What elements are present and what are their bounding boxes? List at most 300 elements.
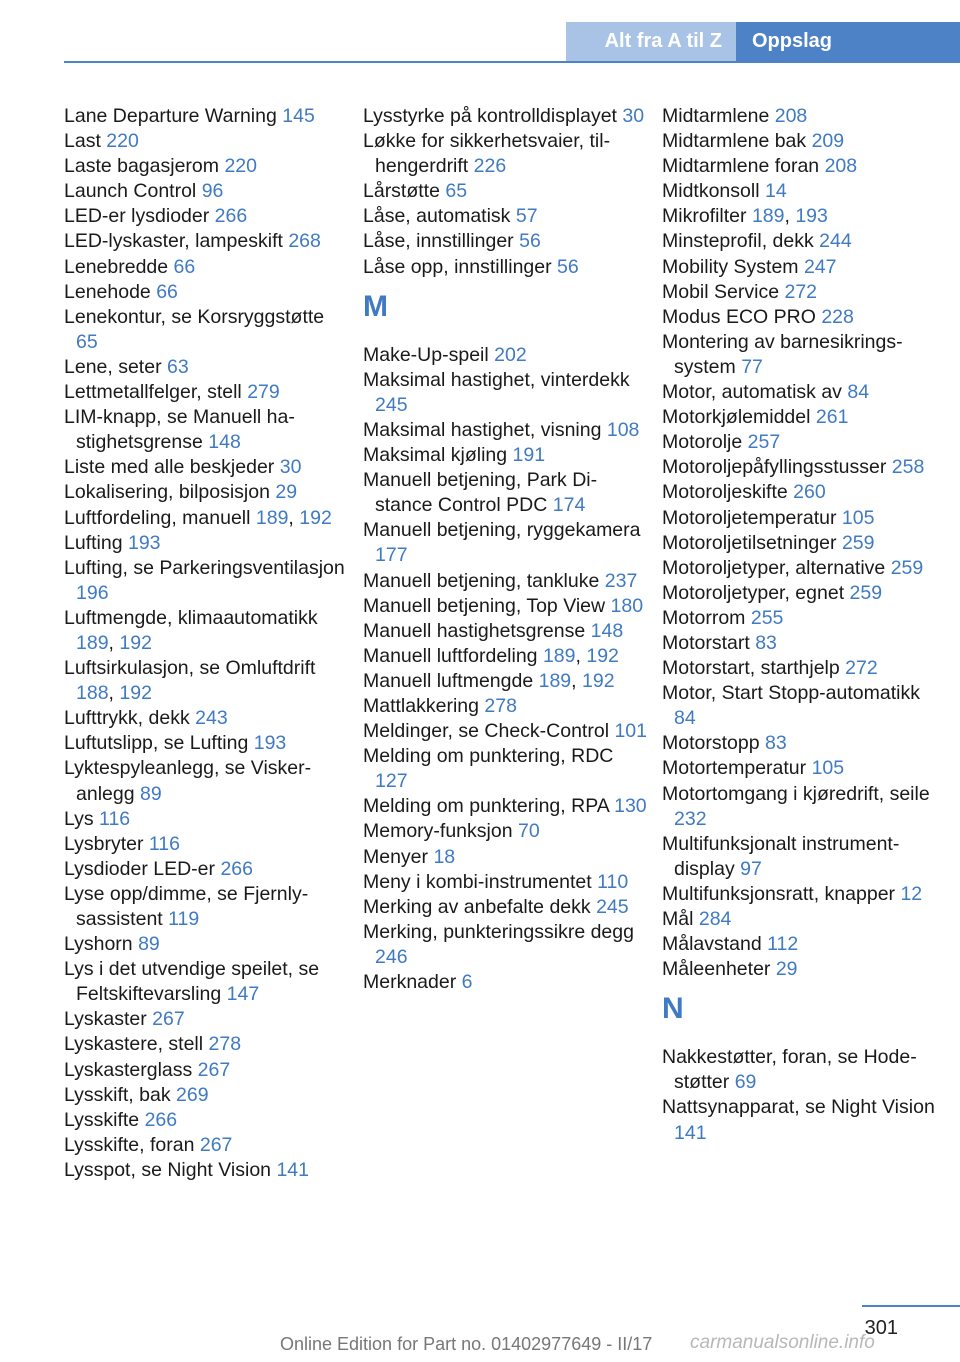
index-entry	[662, 631, 946, 656]
index-entry	[363, 920, 647, 970]
index-term: Lysdioder LED-er	[64, 857, 216, 880]
section-tab[interactable]: Alt fra A til Z	[566, 22, 736, 61]
index-entry	[363, 104, 647, 129]
page-link[interactable]: 192	[582, 669, 615, 692]
page-link[interactable]: 272	[784, 280, 818, 303]
index-term: LED-lyskaster, lampeskift	[64, 230, 283, 253]
page-link[interactable]: 29	[775, 958, 798, 981]
page-link[interactable]: 65	[445, 180, 468, 203]
page-link[interactable]: 259	[890, 556, 924, 579]
index-term: Lenekontur, se Korsryggstøtte	[64, 305, 325, 328]
index-term: Motorkjølemiddel	[662, 406, 811, 429]
index-term: Minsteprofil, dekk	[662, 230, 814, 253]
page-link[interactable]: 18	[433, 845, 456, 868]
index-entry	[662, 179, 946, 204]
index-term: Manuell betjening, tankluke	[363, 569, 600, 592]
index-term: Make-Up-speil	[363, 343, 489, 366]
index-term: LIM-knapp, se Manuell hastighetsgrense	[64, 406, 295, 454]
index-term: Mobility System	[662, 255, 799, 278]
index-entry	[64, 305, 348, 355]
index-entry	[662, 606, 946, 631]
index-entry	[363, 719, 647, 744]
page-link[interactable]: 267	[199, 1133, 233, 1156]
page-link[interactable]: 278	[484, 694, 517, 717]
page-link[interactable]: 57	[515, 205, 538, 228]
index-term: LED-er lysdioder	[64, 205, 210, 228]
page-link[interactable]: 193	[795, 205, 828, 228]
page-link[interactable]: 247	[803, 255, 837, 278]
page-link[interactable]: 232	[674, 807, 707, 830]
index-entry	[363, 129, 647, 179]
page-link[interactable]: 29	[275, 481, 298, 504]
index-entry	[64, 1032, 348, 1057]
index-entry	[662, 255, 946, 280]
index-entry	[662, 556, 946, 581]
index-term: Lysspot, se Night Vision	[64, 1158, 272, 1181]
index-entry	[64, 731, 348, 756]
page-link[interactable]: 148	[590, 619, 624, 642]
page-link[interactable]: 63	[167, 355, 189, 378]
index-entry	[662, 506, 946, 531]
index-entry	[662, 731, 946, 756]
page-link[interactable]: 193	[127, 531, 161, 554]
index-term: Motoroljetyper, alternative	[662, 556, 886, 579]
index-entry	[64, 531, 348, 556]
index-entry	[363, 619, 647, 644]
page-link[interactable]: 97	[740, 857, 762, 880]
index-term: Maksimal kjøling	[363, 444, 508, 467]
index-term: Mikrofilter	[662, 205, 747, 228]
index-term: Lenebredde	[64, 255, 169, 278]
index-term: Midtarmlene	[662, 105, 770, 127]
page-link[interactable]: 268	[288, 230, 321, 253]
index-entry	[662, 1045, 946, 1095]
index-term: Luftsirkulasjon, se Omluftdrift	[64, 657, 316, 680]
page-link[interactable]: 266	[144, 1108, 178, 1131]
index-entry	[662, 932, 946, 957]
index-term: Lenehode	[64, 280, 151, 303]
page-link[interactable]: 119	[168, 908, 200, 930]
page-link[interactable]: 258	[891, 456, 925, 479]
index-entry	[662, 882, 946, 907]
index-entry	[64, 405, 348, 455]
index-entry: Luftsirkulasjon, se Omluftdrift 188, 192	[64, 657, 316, 705]
page-link[interactable]: 260	[793, 481, 826, 504]
page-link[interactable]: 226	[473, 155, 507, 178]
letter-heading: N	[662, 992, 684, 1026]
page-link[interactable]: 196	[76, 581, 109, 604]
index-entry	[662, 581, 946, 606]
page-link[interactable]: 244	[819, 230, 852, 253]
index-entry	[64, 355, 348, 380]
index-term: Modus ECO PRO	[662, 305, 816, 328]
index-term: Liste med alle beskjeder	[64, 456, 275, 479]
page-link[interactable]: 6	[461, 971, 473, 993]
page-link[interactable]: 127	[375, 770, 408, 793]
page-link[interactable]: 66	[173, 255, 196, 278]
index-entry	[64, 706, 348, 731]
page-link[interactable]: 192	[119, 631, 152, 654]
index-term: Låse, automatisk	[363, 205, 511, 228]
watermark: carmanualsonline.info	[690, 1332, 875, 1353]
page-link[interactable]: 189	[76, 631, 109, 654]
index-term: Lyskaster	[64, 1008, 147, 1031]
index-entry	[64, 857, 348, 882]
index-term: Lys	[64, 807, 94, 830]
page-link[interactable]: 65	[76, 330, 98, 353]
page-link[interactable]: 177	[375, 544, 408, 567]
index-term: Motor, Start Stopp-automatikk	[662, 682, 920, 705]
index-entry	[363, 870, 647, 895]
page-link[interactable]: 14	[764, 180, 787, 203]
page-link[interactable]: 30	[622, 105, 645, 127]
page-link[interactable]: 228	[821, 305, 854, 328]
index-term: Montering av barnesikringssystem	[662, 330, 903, 378]
index-column-2	[363, 104, 647, 995]
page-link[interactable]: 220	[106, 130, 139, 153]
index-entry	[64, 380, 348, 405]
index-term: Lårstøtte	[363, 180, 440, 203]
index-entry	[662, 330, 946, 380]
page-link[interactable]: 12	[900, 882, 923, 905]
page-link[interactable]: 112	[767, 933, 799, 956]
index-term: Launch Control	[64, 180, 197, 203]
page-link[interactable]: 243	[195, 707, 228, 730]
page-link[interactable]: 257	[747, 431, 781, 454]
page-link[interactable]: 259	[841, 531, 875, 554]
index-entry	[64, 1158, 348, 1183]
index-entry	[64, 255, 348, 280]
page-link[interactable]: 77	[741, 355, 763, 378]
index-term: Multifunksjonsratt, knapper	[662, 882, 896, 905]
page-link[interactable]: 105	[841, 506, 875, 529]
page-number: 301	[864, 1317, 898, 1339]
page-link[interactable]: 259	[849, 581, 883, 604]
index-term: Motoroljetyper, egnet	[662, 581, 845, 604]
page-link[interactable]: 141	[674, 1121, 707, 1144]
page-link[interactable]: 145	[282, 105, 315, 127]
index-term: Motortomgang i kjøredrift, seile	[662, 782, 930, 805]
index-term: Manuell luftmengde	[363, 669, 534, 692]
index-entry	[662, 305, 946, 330]
index-entry	[363, 744, 647, 794]
page-link[interactable]: 189	[542, 644, 576, 667]
index-term: Luftfordeling, manuell	[64, 506, 251, 529]
index-column-1	[64, 104, 348, 1183]
page-link[interactable]: 174	[552, 494, 586, 517]
page-link[interactable]: 237	[604, 569, 638, 592]
index-term: Lokalisering, bilposisjon	[64, 481, 270, 504]
index-term: Måleenheter	[662, 958, 771, 981]
index-term: Nakkestøtter, foran, se Hodestøtter	[662, 1046, 917, 1094]
index-entry	[64, 455, 348, 480]
page-link[interactable]: 116	[148, 832, 180, 855]
page-link[interactable]: 209	[811, 130, 845, 153]
index-entry	[662, 154, 946, 179]
page-link[interactable]: 141	[276, 1158, 309, 1181]
page-link[interactable]: 189	[538, 669, 572, 692]
page-link[interactable]: 189	[255, 506, 289, 529]
index-term: Melding om punktering, RDC	[363, 745, 614, 768]
index-entry	[64, 179, 348, 204]
index-term: Motoroljetemperatur	[662, 506, 837, 529]
page-link[interactable]: 130	[614, 795, 647, 818]
index-term: Lyshorn	[64, 933, 133, 956]
index-term: Lysbryter	[64, 832, 144, 855]
index-term: Nattsynapparat, se Night Vision	[662, 1096, 935, 1119]
index-entry	[363, 794, 647, 819]
index-entry	[64, 1083, 348, 1108]
index-term: Lufting, se Parkeringsventilasjon	[64, 556, 345, 579]
page-link[interactable]: 96	[201, 180, 224, 203]
page-link[interactable]: 245	[596, 895, 629, 918]
active-tab[interactable]: Oppslag	[736, 22, 960, 61]
index-term: Motoroljepåfyllingsstusser	[662, 456, 887, 479]
index-term: Midtkonsoll	[662, 180, 760, 203]
index-term: Memory-funksjon	[363, 820, 513, 843]
edition-note: Online Edition for Part no. 01402977649 - II/17	[280, 1334, 653, 1354]
index-entry	[363, 204, 647, 229]
page-link[interactable]: 30	[279, 456, 302, 479]
page-link[interactable]: 89	[138, 933, 160, 956]
page-link[interactable]: 189	[751, 205, 785, 228]
index-entry	[64, 154, 348, 179]
page-link[interactable]: 272	[845, 657, 878, 680]
index-entry	[662, 380, 946, 405]
index-term: Lufttrykk, dekk	[64, 707, 190, 730]
index-term: Låse, innstillinger	[363, 230, 514, 253]
page-link[interactable]: 255	[750, 606, 784, 629]
index-entry	[64, 1108, 348, 1133]
index-entry	[662, 430, 946, 455]
index-term: Menyer	[363, 845, 429, 868]
index-term: Lyse opp/dimme, se Fjernlysassistent	[64, 882, 309, 930]
index-entry	[662, 455, 946, 480]
index-entry	[363, 845, 647, 870]
index-entry	[64, 1058, 348, 1083]
page-link[interactable]: 83	[764, 732, 787, 755]
index-term: Luftmengde, klimaautomatikk	[64, 606, 318, 629]
index-entry	[662, 782, 946, 832]
index-entry	[363, 819, 647, 844]
index-term: Manuell hastighetsgrense	[363, 619, 586, 642]
index-column-3	[662, 104, 946, 1146]
index-entry	[662, 229, 946, 254]
page-link[interactable]: 192	[586, 644, 619, 667]
index-term: Lyskastere, stell	[64, 1033, 204, 1056]
page-link[interactable]: 148	[208, 431, 241, 454]
index-term: Lufting	[64, 531, 123, 554]
index-entry	[662, 756, 946, 781]
index-entry	[363, 343, 647, 368]
page-link[interactable]: 70	[517, 820, 540, 843]
index-term: Mattlakkering	[363, 694, 479, 717]
index-entry	[64, 932, 348, 957]
index-entry: Luftmengde, klimaautomatikk 189, 192	[64, 606, 318, 654]
footer-rule	[862, 1305, 960, 1307]
index-entry	[363, 694, 647, 719]
index-term: Maksimal hastighet, visning	[363, 418, 602, 441]
page-link[interactable]: 267	[152, 1008, 185, 1031]
index-entry	[662, 405, 946, 430]
index-term: Manuell betjening, Top View	[363, 594, 606, 617]
page-link[interactable]: 101	[614, 720, 647, 743]
index-entry	[64, 756, 348, 806]
page-link[interactable]: 246	[375, 945, 408, 968]
index-term: Motor, automatisk av	[662, 381, 842, 404]
index-entry	[64, 480, 348, 505]
index-term: Manuell betjening, ryggekamera	[363, 519, 641, 542]
index-term: Lene, seter	[64, 355, 162, 378]
index-entry	[363, 594, 647, 619]
index-entry	[662, 907, 946, 932]
index-term: Laste bagasjerom	[64, 155, 220, 178]
index-entry	[64, 129, 348, 154]
index-entry	[64, 1133, 348, 1158]
index-term: Motorrom	[662, 606, 746, 629]
page-link[interactable]: 108	[606, 418, 640, 441]
index-entry	[363, 468, 647, 518]
index-entry: Manuell luftmengde 189, 192	[363, 669, 615, 692]
page-link[interactable]: 279	[247, 381, 280, 404]
index-term: Merknader	[363, 971, 457, 993]
page-link[interactable]: 261	[815, 406, 849, 429]
index-entry: Manuell luftfordeling 189, 192	[363, 644, 619, 667]
index-entry	[64, 882, 348, 932]
page-link[interactable]: 193	[253, 732, 287, 755]
index-term: Luftutslipp, se Lufting	[64, 732, 249, 755]
index-term: Melding om punktering, RPA	[363, 795, 609, 818]
index-term: Motorstopp	[662, 732, 760, 755]
index-term: Motoroljeskifte	[662, 481, 788, 504]
page-link[interactable]: 180	[610, 594, 644, 617]
page-link[interactable]: 84	[847, 381, 870, 404]
index-entry	[64, 204, 348, 229]
page-link[interactable]: 83	[755, 631, 777, 654]
index-term: Lane Departure Warning	[64, 105, 277, 127]
index-entry	[363, 229, 647, 254]
index-entry: Mikrofilter 189, 193	[662, 205, 828, 228]
index-term: Målavstand	[662, 933, 762, 956]
index-entry	[64, 229, 348, 254]
index-entry	[662, 681, 946, 731]
index-term: Lysskifte	[64, 1108, 140, 1131]
page-link[interactable]: 245	[375, 393, 408, 416]
page-link[interactable]: 220	[224, 155, 257, 178]
page-link[interactable]: 110	[597, 870, 629, 893]
index-entry	[64, 280, 348, 305]
index-term: Midtarmlene bak	[662, 130, 807, 153]
index-entry	[363, 443, 647, 468]
page-link[interactable]: 266	[214, 205, 248, 228]
page-link[interactable]: 69	[734, 1071, 757, 1094]
index-term: Løkke for sikkerhetsvaier, tilhengerdrift	[363, 130, 611, 178]
index-term: Manuell luftfordeling	[363, 644, 538, 667]
page-link[interactable]: 116	[99, 807, 131, 830]
index-entry	[662, 104, 946, 129]
page-link[interactable]: 105	[811, 757, 845, 780]
index-entry	[64, 1007, 348, 1032]
index-term: Lys i det utvendige speilet, se Feltskiftevarsling	[64, 958, 320, 1006]
index-entry	[64, 556, 348, 606]
index-term: Manuell betjening, Park Distance Control PDC	[363, 469, 598, 517]
index-term: Låse opp, innstillinger	[363, 255, 552, 278]
page-link[interactable]: 202	[494, 343, 527, 366]
page-link[interactable]: 266	[220, 857, 253, 880]
page-link[interactable]: 192	[119, 682, 152, 705]
index-term: Mobil Service	[662, 280, 780, 303]
index-term: Lettmetallfelger, stell	[64, 381, 242, 404]
index-term: Meny i kombi-instrumentet	[363, 870, 592, 893]
page-link[interactable]: 147	[226, 983, 260, 1006]
page-link[interactable]: 208	[824, 155, 858, 178]
index-term: Meldinger, se Check-Control	[363, 720, 610, 743]
page-link[interactable]: 208	[774, 105, 808, 127]
index-entry: Luftfordeling, manuell 189, 192	[64, 506, 332, 529]
index-entry	[363, 368, 647, 418]
index-entry	[363, 179, 647, 204]
index-term: Maksimal hastighet, vinterdekk	[363, 368, 630, 391]
index-entry	[662, 129, 946, 154]
index-entry	[363, 970, 647, 995]
page-link[interactable]: 89	[139, 782, 162, 805]
index-entry	[662, 656, 946, 681]
index-term: Motorstart, starthjelp	[662, 657, 840, 680]
index-entry	[363, 418, 647, 443]
page-link[interactable]: 84	[674, 707, 696, 730]
index-entry	[662, 480, 946, 505]
page-link[interactable]: 56	[557, 255, 579, 278]
index-entry	[64, 957, 348, 1007]
page-link[interactable]: 278	[208, 1033, 242, 1056]
index-entry	[363, 569, 647, 594]
index-term: Mål	[662, 908, 694, 930]
header-rule	[64, 61, 960, 63]
page-link[interactable]: 191	[512, 444, 546, 467]
index-term: Lyktespyleanlegg, se Viskeranlegg	[64, 757, 312, 805]
page-link[interactable]: 188	[76, 682, 109, 705]
index-entry	[64, 832, 348, 857]
index-term: Motoroljetilsetninger	[662, 531, 837, 554]
index-entry	[64, 807, 348, 832]
index-entry	[662, 1095, 946, 1145]
index-term: Motorstart	[662, 631, 750, 654]
index-term: Lysstyrke på kontrolldisplayet	[363, 105, 617, 127]
index-term: Merking, punkteringssikre degg	[363, 920, 634, 943]
index-entry	[662, 832, 946, 882]
index-term: Lysskift, bak	[64, 1083, 171, 1106]
index-term: Midtarmlene foran	[662, 155, 820, 178]
page-link[interactable]: 284	[698, 908, 732, 930]
page-link[interactable]: 56	[519, 230, 541, 253]
index-term: Motorolje	[662, 431, 743, 454]
index-term: Lyskasterglass	[64, 1058, 193, 1081]
page-link[interactable]: 267	[197, 1058, 231, 1081]
index-term: Multifunksjonalt instrumentdisplay	[662, 832, 900, 880]
index-entry	[363, 255, 647, 280]
page-link[interactable]: 269	[176, 1083, 209, 1106]
index-entry	[363, 895, 647, 920]
index-term: Motortemperatur	[662, 757, 807, 780]
index-entry	[662, 957, 946, 982]
page-link[interactable]: 66	[156, 280, 178, 303]
index-term: Last	[64, 130, 101, 153]
index-term: Lysskifte, foran	[64, 1133, 195, 1156]
page-link[interactable]: 192	[299, 506, 332, 529]
index-entry	[662, 280, 946, 305]
index-term: Merking av anbefalte dekk	[363, 895, 591, 918]
index-entry	[64, 104, 348, 129]
